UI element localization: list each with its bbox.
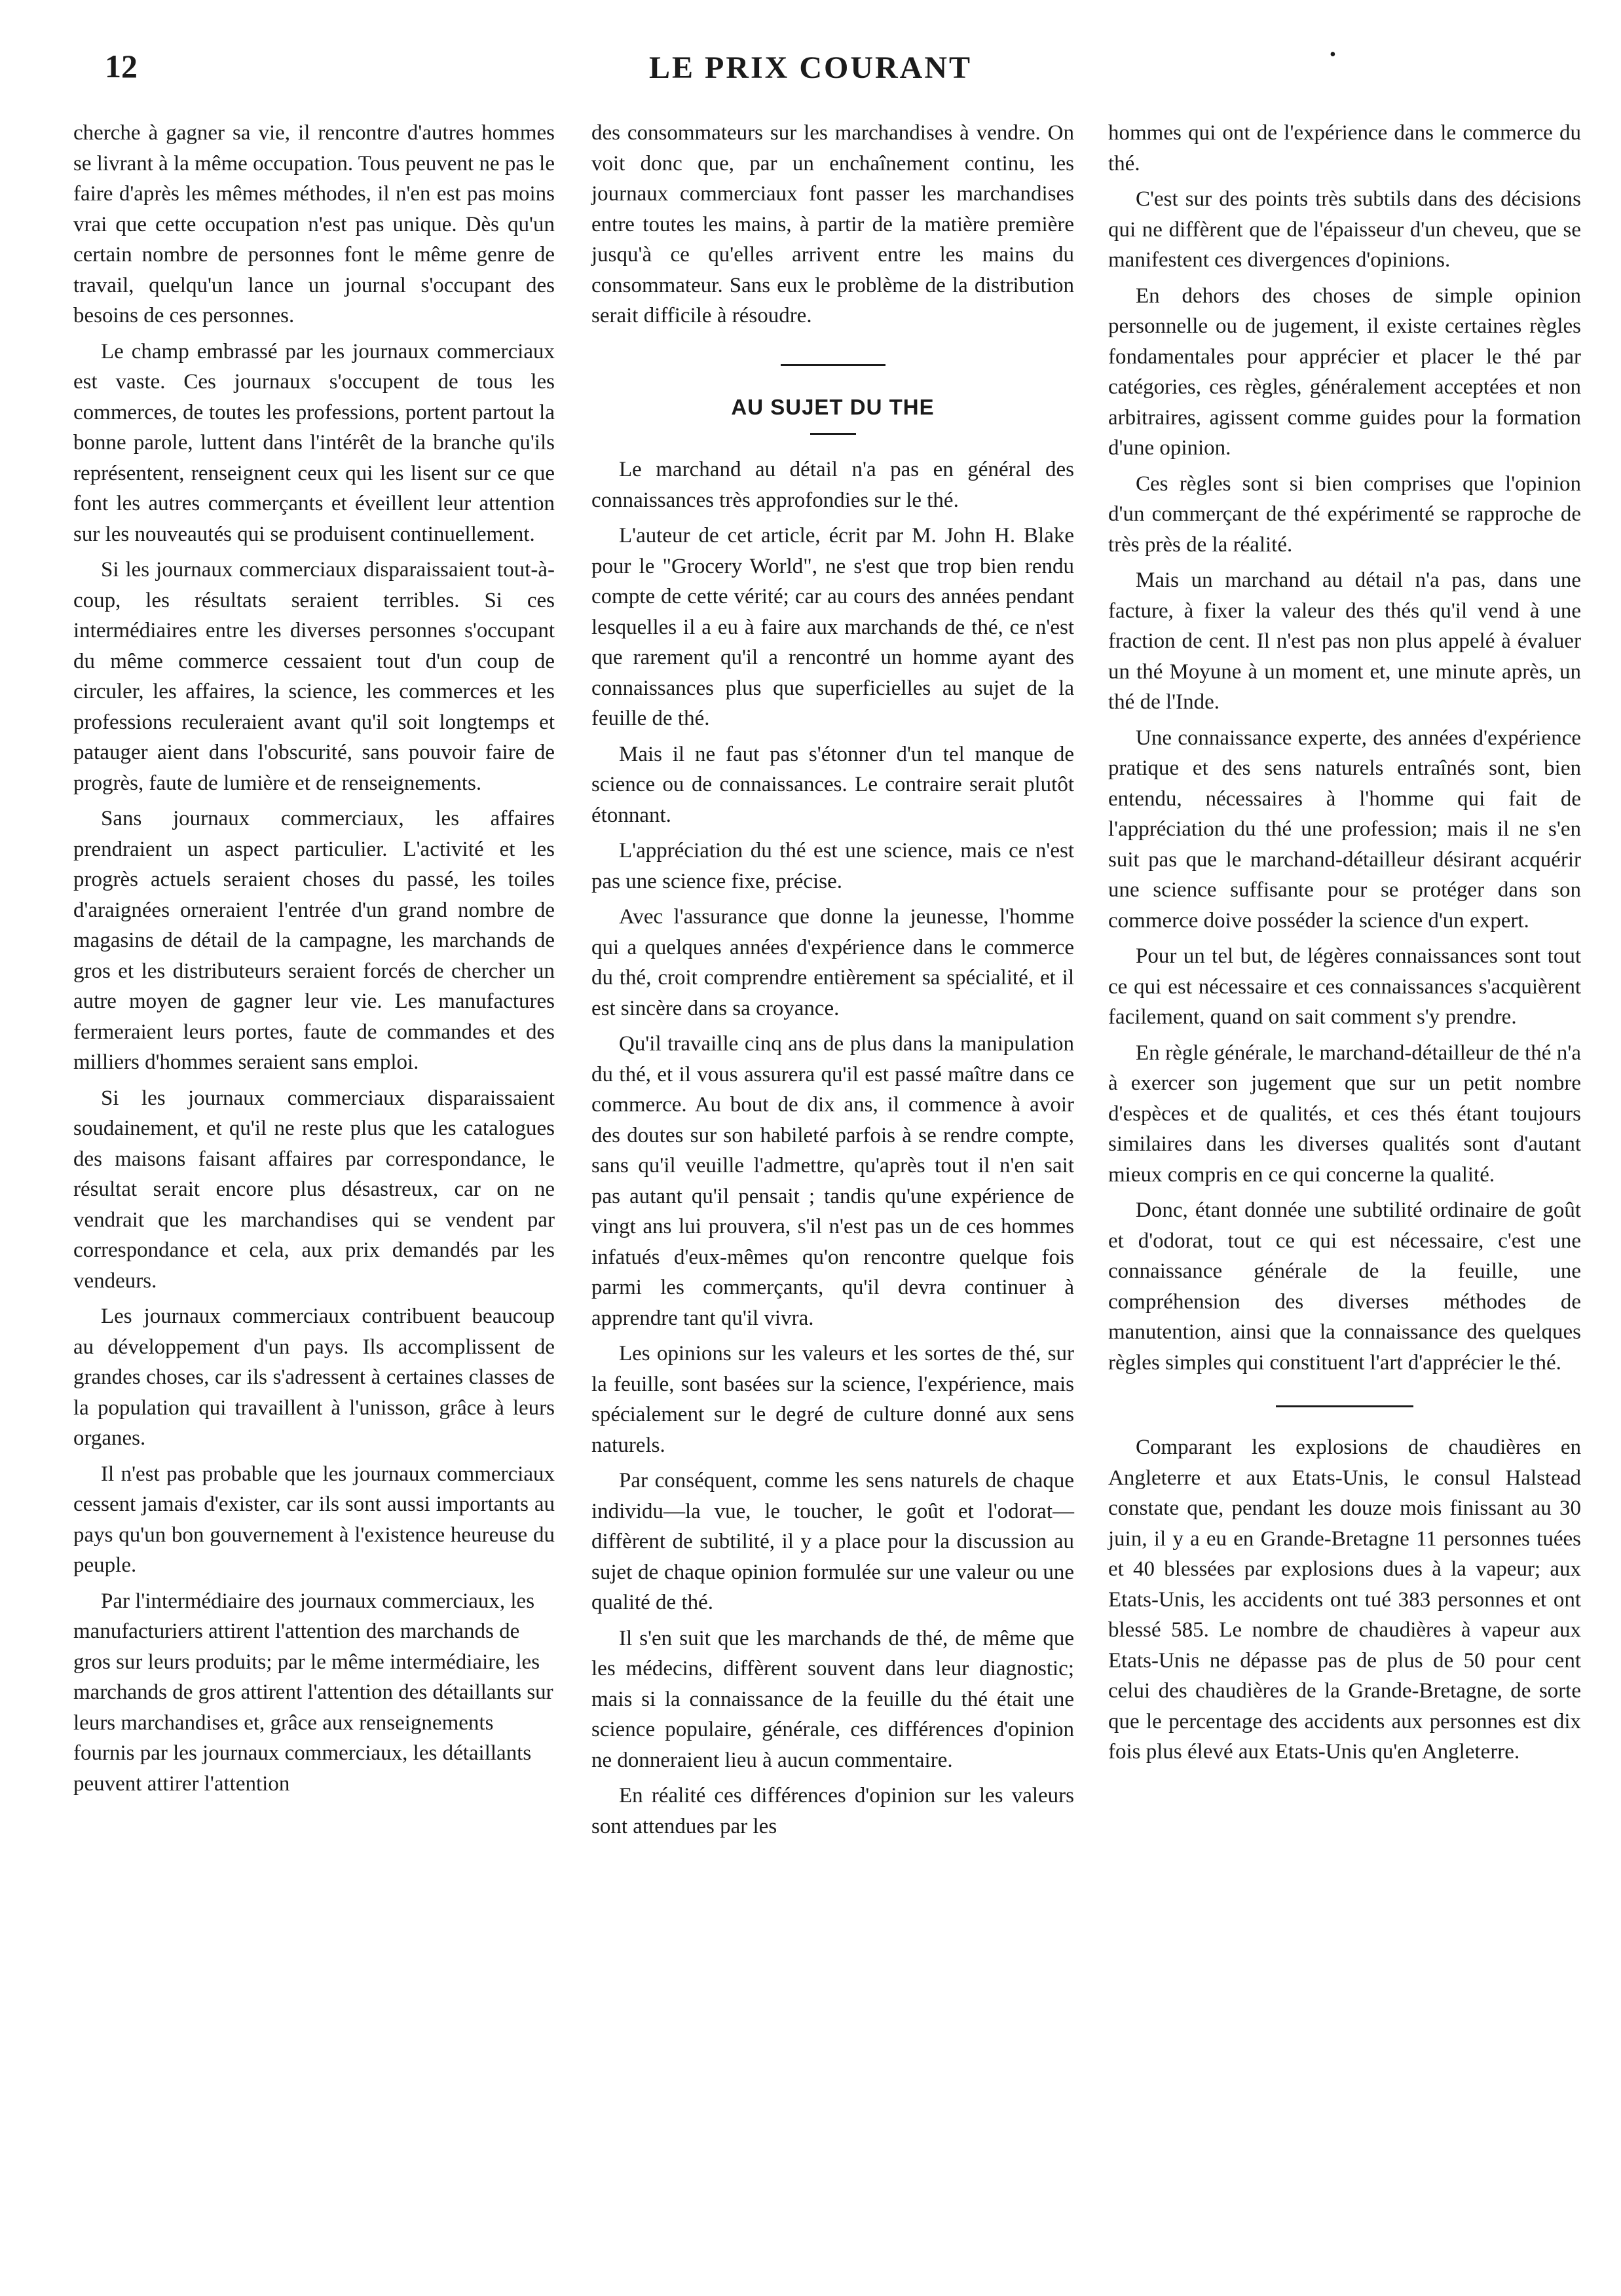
paragraph: Une connaissance experte, des années d'expérience pratique et des sens naturels entraînés sont, bien entendu, nécessaires à l'homme qui fait de l'appréciation du thé une profession; mais il ne s'en suit pas que le marchand-détailleur désirant acquérir une science suffisante pour se protéger dans son commerce doive posséder la science d'un expert. <box>1108 726 1581 933</box>
paragraph: Le champ embrassé par les journaux commerciaux est vaste. Ces journaux s'occupent de tous les commerces, de toutes les professions, portent partout la bonne parole, luttent dans l'intérêt de la branche qu'ils représentent, renseignent ceux qui les lisent sur ce que font les autres commerçants et éveillent leur attention sur les nouveautés qui se produisent continuellement. <box>73 339 555 546</box>
paragraph: Les journaux commerciaux contribuent beaucoup au développement d'un pays. Ils accomplissent de grandes choses, car ils s'adressent à certaines classes de la population qui travaillent à l'unisson, grâce à leurs organes. <box>73 1305 555 1450</box>
column-2 <box>591 118 1074 1847</box>
heading-underline <box>810 433 856 435</box>
paragraph: C'est sur des points très subtils dans des décisions qui ne diffèrent que de l'épaisseur d'un cheveu, que se manifestent ces divergences d'opinions. <box>1108 187 1581 272</box>
paragraph: En dehors des choses de simple opinion personnelle ou de jugement, il existe certaines règles fondamentales pour apprécier et placer le thé par catégories, ces règles, généralement acceptées et non arbitraires, agissent comme guides pour la formation d'une opinion. <box>1108 284 1581 460</box>
paragraph: En réalité ces différences d'opinion sur les valeurs sont attendues par les <box>591 1784 1074 1838</box>
paragraph: Pour un tel but, de légères connaissances sont tout ce qui est nécessaire et ces connaissances s'acquièrent facilement, quand on sait comment s'y prendre. <box>1108 944 1581 1029</box>
paragraph: Si les journaux commerciaux disparaissaient tout-à-coup, les résultats seraient terribles. Si ces intermédiaires entre les diverses personnes s'occupant du même commerce cessaient tout d'un coup de circuler, les affaires, la science, les commerces et les professions reculeraient avant qu'il soit longtemps et patauger aient dans l'obscurité, sans pouvoir faire de progrès, faute de lumière et de renseignements. <box>73 558 555 795</box>
paragraph: hommes qui ont de l'expérience dans le commerce du thé. <box>1108 121 1581 176</box>
paragraph: Sans journaux commerciaux, les affaires prendraient un aspect particulier. L'activité et les progrès actuels seraient choses du passé, les toiles d'araignées orneraient l'entrée d'un grand nombre de magasins de détail de la campagne, les marchands de gros et les distributeurs seraient forcés de chercher un autre moyen de gagner leur vie. Les manufactures fermeraient leurs portes, faute de commandes et des milliers d'hommes seraient sans emploi. <box>73 807 555 1074</box>
paragraph: Donc, étant donnée une subtilité ordinaire de goût et d'odorat, tout ce qui est nécessaire, c'est une connaissance générale de la feuille, une compréhension des diverses méthodes de manutention, ainsi que la connaissance des quelques règles simples qui constituent l'art d'apprécier le thé. <box>1108 1198 1581 1375</box>
paragraph: Les opinions sur les valeurs et les sortes de thé, sur la feuille, sont basées sur la science, l'expérience, mais spécialement sur le degré de culture donné aux sens naturels. <box>591 1342 1074 1457</box>
paragraph: Par l'intermédiaire des journaux commerciaux, les manufacturiers attirent l'attention des marchands de gros sur leurs produits; par le même intermédiaire, les marchands de gros attirent l'attention des détaillants sur leurs marchandises et, grâce aux renseignements fournis par les journaux commerciaux, les détaillants peuvent attirer l'attention <box>73 1589 553 1796</box>
paragraph: Le marchand au détail n'a pas en général des connaissances très approfondies sur le thé. <box>591 458 1074 512</box>
section-heading: AU SUJET DU THE <box>731 394 935 419</box>
news-item: Comparant les explosions de chaudières en Angleterre et aux Etats-Unis, le consul Halstead constate que, pendant les douze mois finissant au 30 juin, il y a eu en Grande-Bretagne 11 personnes tuées et 40 blessées par explosions dues à la vapeur; aux Etats-Unis, les accidents ont tué 383 personnes et ont blessé 585. Le nombre de chaudières à vapeur aux Etats-Unis ne dépasse pas de plus de 50 pour cent celui des chaudières de la Grande-Bretagne, de sorte que le percentage des accidents aux personnes est dix fois plus élevé aux Etats-Unis qu'en Angleterre. <box>1108 1435 1581 1764</box>
header-dot: • <box>1330 45 1336 65</box>
paragraph: cherche à gagner sa vie, il rencontre d'autres hommes se livrant à la même occupation. Tous peuvent ne pas le faire d'après les mêmes méthodes, il n'en est pas moins vrai que cette occupation n'est pas unique. Dès qu'un certain nombre de personnes font le même genre de travail, quelqu'un lance un journal s'occupant des besoins de ces personnes. <box>73 121 555 327</box>
paragraph: L'auteur de cet article, écrit par M. John H. Blake pour le "Grocery World", ne s'est que trop bien rendu compte de cette vérité; car au cours des années pendant lesquelles il a eu à faire aux marchands de thé, ce n'est que rarement qu'il a rencontré un homme ayant des connaissances plus que superficielles au sujet de la feuille de thé. <box>591 524 1074 730</box>
paragraph: Mais il ne faut pas s'étonner d'un tel manque de science ou de connaissances. Le contraire serait plutôt étonnant. <box>591 742 1074 827</box>
paragraph: Il n'est pas probable que les journaux commerciaux cessent jamais d'exister, car ils sont aussi importants au pays qu'un bon gouvernement à l'existence heureuse du peuple. <box>73 1462 555 1577</box>
paragraph: des consommateurs sur les marchandises à vendre. On voit donc que, par un enchaînement continu, les journaux commerciaux font passer les marchandises entre toutes les mains, à partir de la matière première jusqu'à ce qu'elles arrivent entre les mains du consommateur. Sans eux le problème de la distribution serait difficile à résoudre. <box>591 121 1074 327</box>
paragraph: Qu'il travaille cinq ans de plus dans la manipulation du thé, et il vous assurera qu'il est passé maître dans ce commerce. Au bout de dix ans, il commence à avoir des doutes sur son habileté parfois à se rendre compte, sans qu'il veuille l'admettre, qu'après tout il n'en sait pas autant qu'il pensait ; tandis qu'une expérience de vingt ans lui prouvera, s'il n'est pas un de ces hommes infatués d'eux-mêmes qu'on rencontre quelque fois parmi les commerçants, qu'il devra continuer à apprendre tant qu'il vivra. <box>591 1032 1074 1330</box>
page-number: 12 <box>105 48 138 84</box>
paragraph: Par conséquent, comme les sens naturels de chaque individu—la vue, le toucher, le goût et l'odorat—diffèrent de subtilité, il y a place pour la discussion au sujet de chaque opinion formulée sur une valeur ou une qualité de thé. <box>591 1469 1074 1614</box>
column-3 <box>1108 118 1581 1773</box>
section-divider <box>1276 1405 1413 1407</box>
paragraph: En règle générale, le marchand-détailleur de thé n'a à exercer son jugement que sur un petit nombre d'espèces et de qualités, et ces thés étant toujours similaires dans les diverses qualités sont d'autant mieux compris en ce qui concerne la qualité. <box>1108 1041 1581 1187</box>
column-1 <box>73 118 555 1804</box>
paragraph: Avec l'assurance que donne la jeunesse, l'homme qui a quelques années d'expérience dans le commerce du thé, croit comprendre entièrement sa spécialité, et il est sincère dans sa croyance. <box>591 905 1074 1020</box>
paragraph: Il s'en suit que les marchands de thé, de même que les médecins, diffèrent souvent dans leur diagnostic; mais si la connaissance de la feuille du thé était une science populaire, générale, ces différences d'opinion ne donneraient lieu à aucun commentaire. <box>591 1626 1074 1772</box>
paragraph: Mais un marchand au détail n'a pas, dans une facture, à fixer la valeur des thés qu'il vend à une fraction de cent. Il n'est pas non plus appelé à évaluer un thé Moyune à un moment et, une minute après, un thé de l'Inde. <box>1108 568 1581 714</box>
paragraph: Si les journaux commerciaux disparaissaient soudainement, et qu'il ne reste plus que les catalogues des maisons faisant affaires par correspondance, le résultat serait encore plus désastreux, car on ne vendrait que les marchandises qui se vendent par correspondance et cela, aux prix demandés par les vendeurs. <box>73 1086 555 1293</box>
paragraph: L'appréciation du thé est une science, mais ce n'est pas une science fixe, précise. <box>591 839 1074 893</box>
paragraph: Ces règles sont si bien comprises que l'opinion d'un commerçant de thé expérimenté se rapproche de très près de la réalité. <box>1108 472 1581 557</box>
running-title: LE PRIX COURANT <box>648 50 973 85</box>
section-divider <box>781 364 885 366</box>
